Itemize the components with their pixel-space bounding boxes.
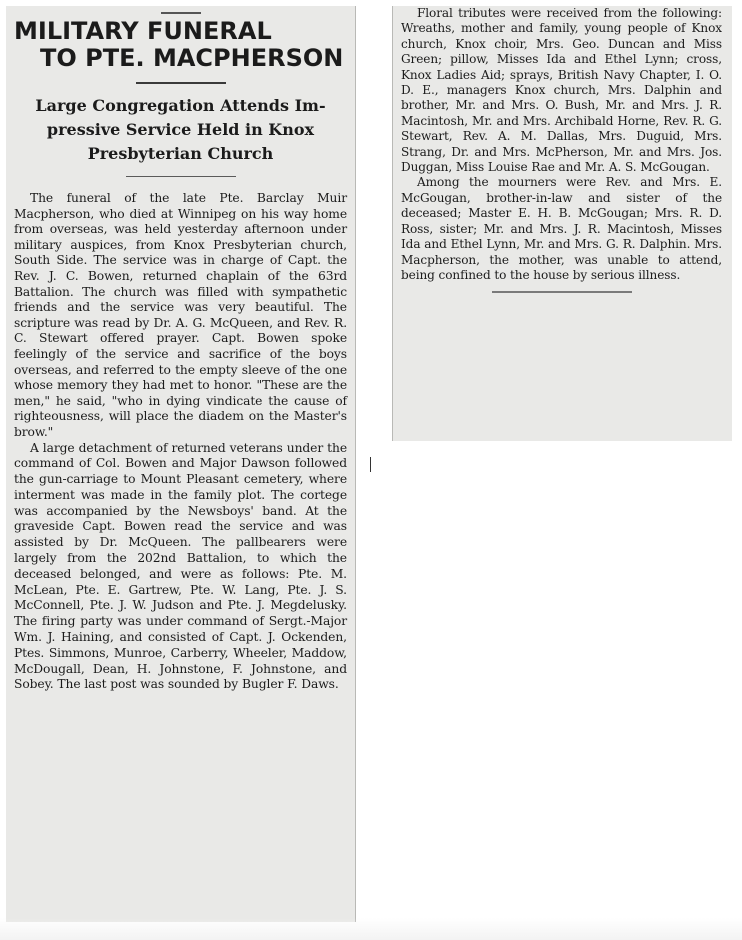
paragraph-floral-tributes: Floral tributes were received from the following: Wreaths, mother and family, young people of Knox church, Knox choir, Mrs. Geo. Duncan and Miss Green; pillow, Misses Ida and Ethel Lynn; cross, Knox Ladies Aid; sprays, British Navy Chapter, I. O. D. E., managers Knox church, Mrs. Dalphin and brother, Mr. and Mrs. O. Bush, Mr. and Mrs. J. R. Macintosh, Mr. and Mrs. Archibald Horne, Rev. R. G. Stewart, Rev. A. M. Dallas, Mrs. Duguid, Mrs. Strang, Dr. and Mrs. McPherson, Mr. and Mrs. Jos. Duggan, Miss Louise Rae and Mr. A. S. McGougan.: [401, 6, 722, 175]
headline-line-1: MILITARY FUNERAL: [14, 17, 272, 45]
headline: [14, 18, 347, 72]
text-cursor: [370, 457, 371, 472]
headline-line-2: TO PTE. MACPHERSON: [40, 44, 344, 72]
article-column-right: [392, 6, 732, 441]
top-rule: [161, 12, 201, 14]
paragraph-funeral-service: The funeral of the late Pte. Barclay Muir Macpherson, who died at Winnipeg on his way home from overseas, was held yesterday afternoon under military auspices, from Knox Presbyterian church, South Side. The service was in charge of Capt. the Rev. J. C. Bowen, returned chaplain of the 63rd Battalion. The church was filled with sympathetic friends and the service was very beautiful. The scripture was read by Dr. A. G. McQueen, and Rev. R. C. Stewart offered prayer. Capt. Bowen spoke feelingly of the service and sacrifice of the boys overseas, and referred to the empty sleeve of the one whose memory they had met to honor. "These are the men," he said, "who in dying vindicate the cause of righteousness, will place the diadem on the Master's brow.": [14, 191, 347, 439]
end-rule: [492, 291, 632, 293]
paragraph-mourners: Among the mourners were Rev. and Mrs. E. McGougan, brother-in-law and sister of the deceased; Master E. H. B. McGougan; Mrs. R. D. Ross, sister; Mr. and Mrs. J. R. Macintosh, Misses Ida and Ethel Lynn, Mr. and Mrs. G. R. Dalphin. Mrs. Macpherson, the mother, was unable to attend, being confined to the house by serious illness.: [401, 175, 722, 282]
subheadline-line-3: Presbyterian Church: [87, 144, 274, 163]
bottom-fade: [0, 918, 742, 940]
article-column-left: [6, 6, 356, 922]
subheadline-line-2: pressive Service Held in Knox: [46, 120, 315, 139]
subheadline-line-1: Large Congregation Attends Im-: [35, 96, 326, 115]
headline-divider: [136, 82, 226, 84]
subheadline: [14, 94, 347, 166]
paragraph-procession: A large detachment of returned veterans under the command of Col. Bowen and Major Dawson followed the gun-carriage to Mount Pleasant cemetery, where interment was made in the family plot. The cortege was accompanied by the Newsboys' band. At the graveside Capt. Bowen read the service and was assisted by Dr. McQueen. The pallbearers were largely from the 202nd Battalion, to which the deceased belonged, and were as follows: Pte. M. McLean, Pte. E. Gartrew, Pte. W. Lang, Pte. J. S. McConnell, Pte. J. W. Judson and Pte. J. Megdelusky. The firing party was under command of Sergt.-Major Wm. J. Haining, and consisted of Capt. J. Ockenden, Ptes. Simmons, Munroe, Carberry, Wheeler, Maddow, McDougall, Dean, H. Johnstone, F. Johnstone, and Sobey. The last post was sounded by Bugler F. Daws.: [14, 440, 347, 692]
subheadline-divider: [126, 176, 236, 177]
